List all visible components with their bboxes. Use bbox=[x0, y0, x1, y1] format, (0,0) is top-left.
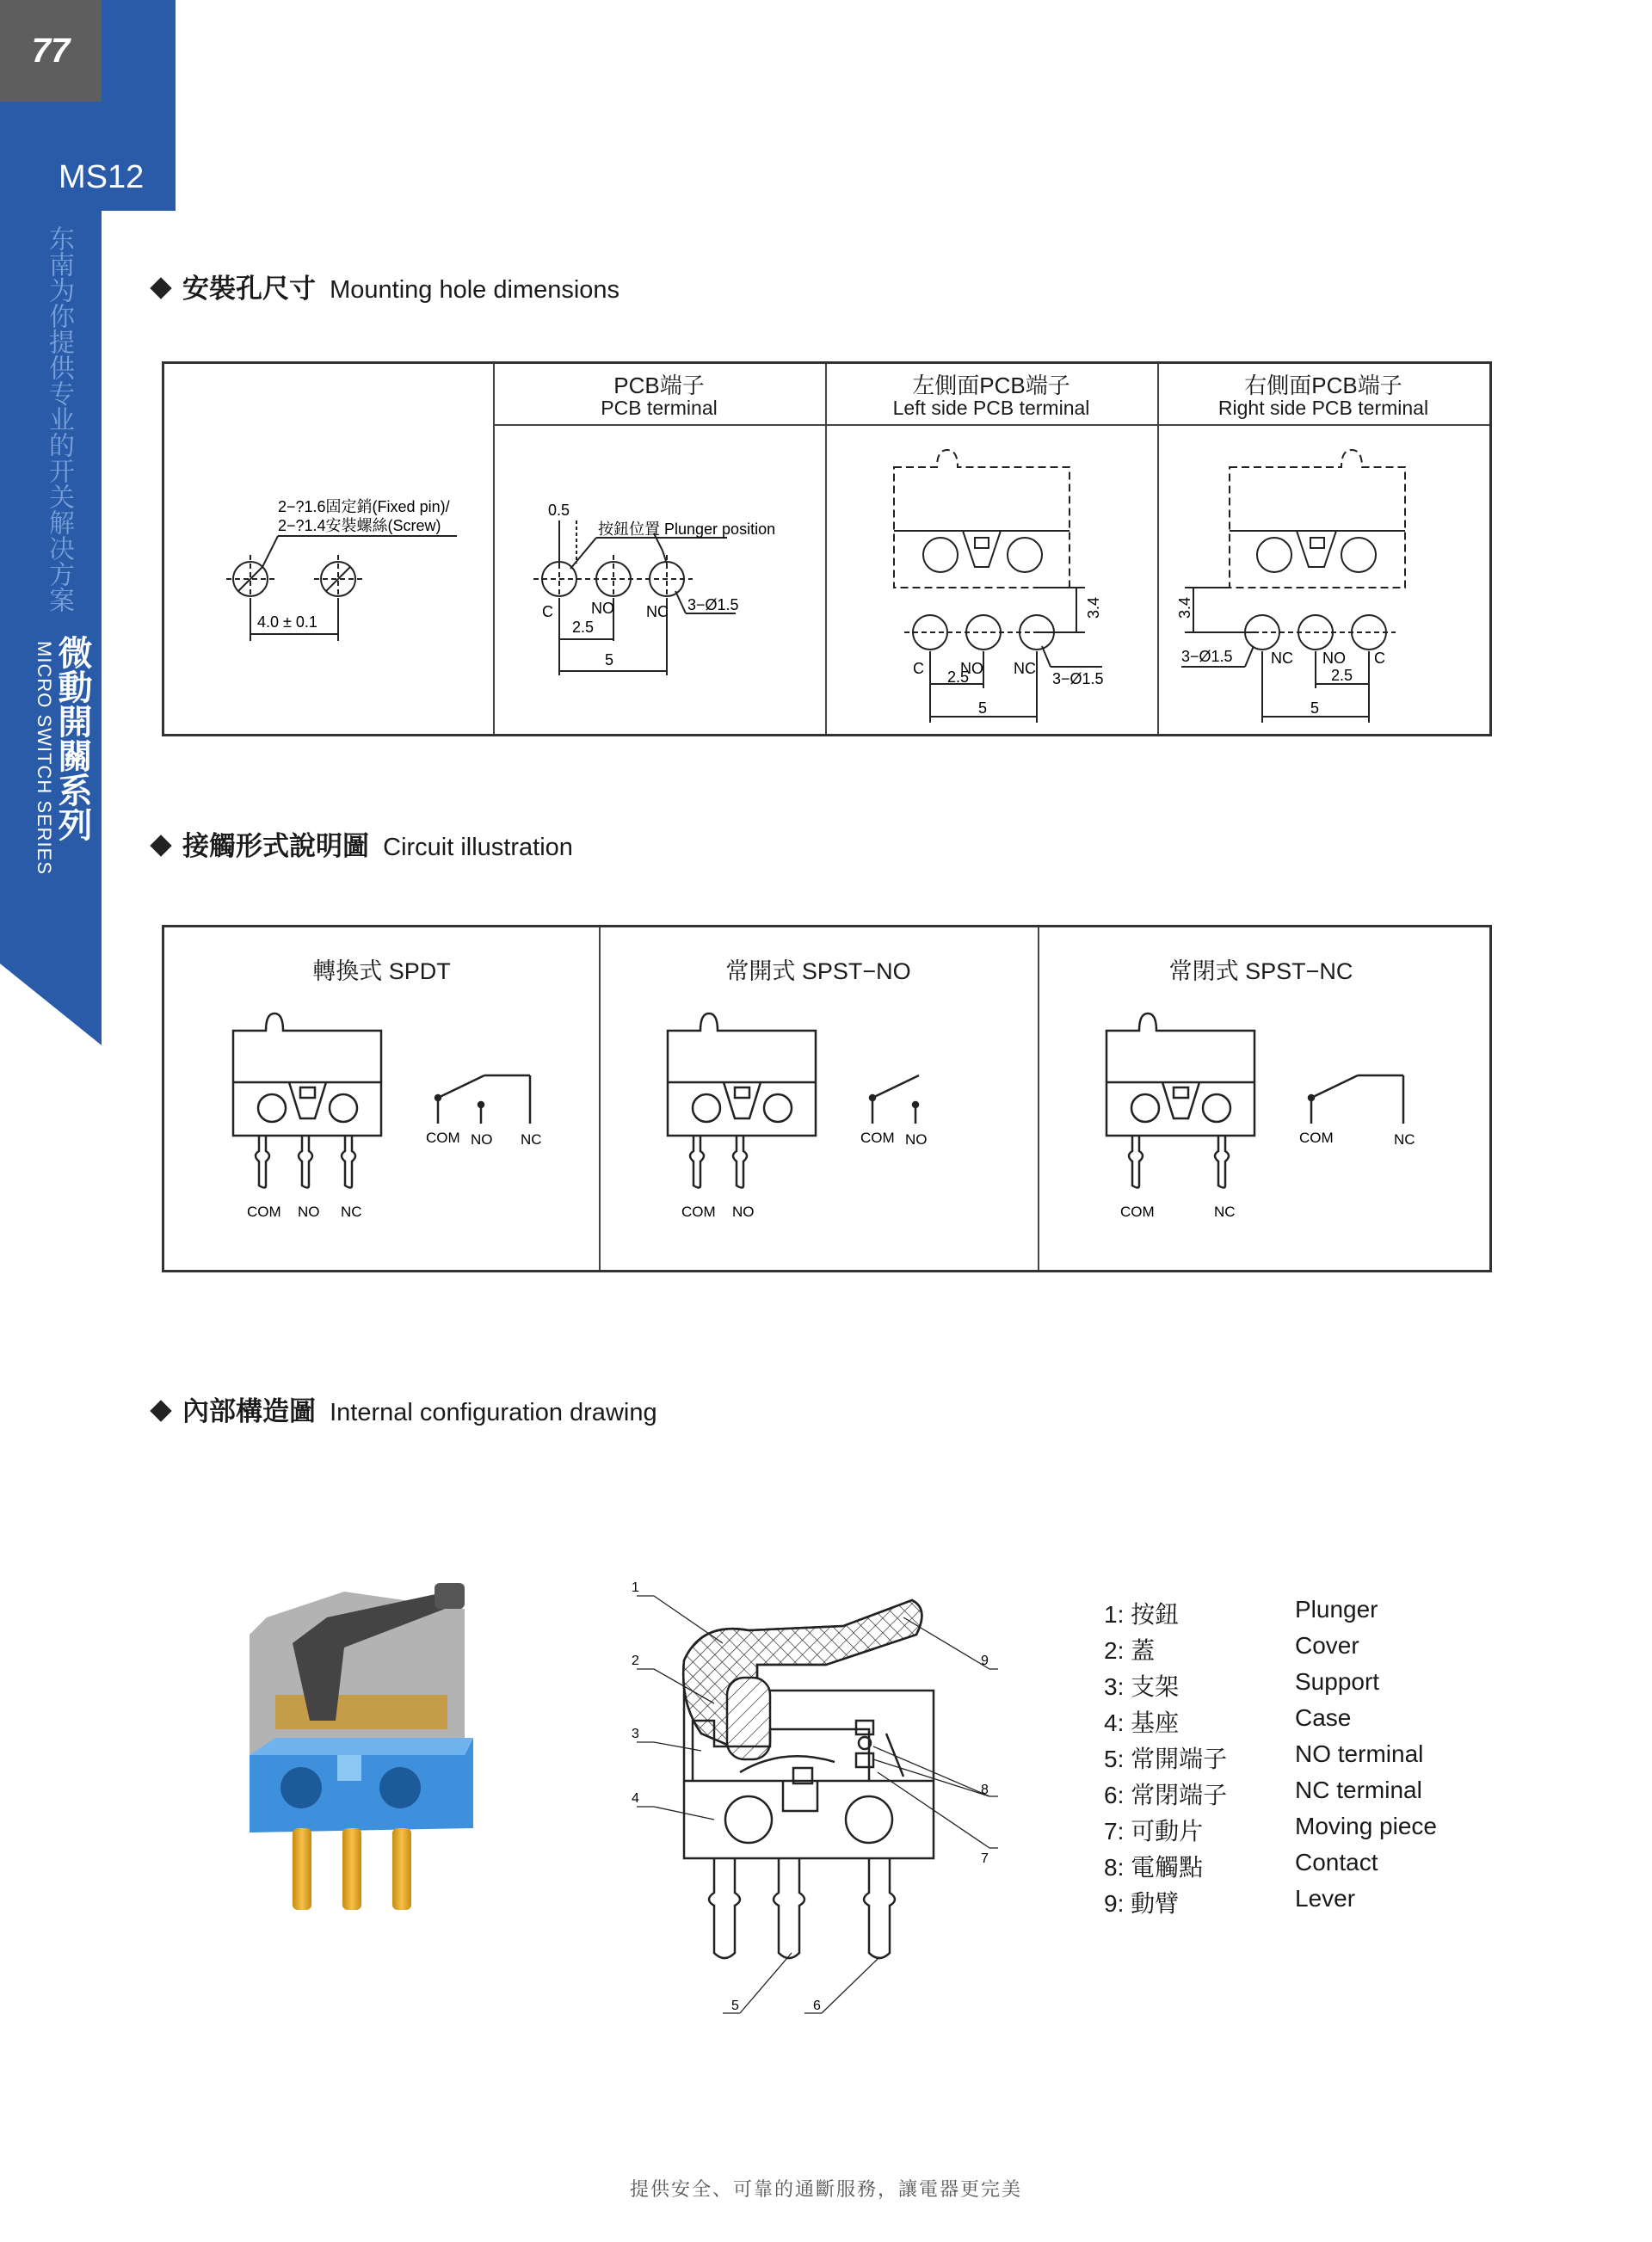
callout-1: 1 bbox=[632, 1580, 639, 1595]
legend-cn: 6: 常閉端子 bbox=[1104, 1782, 1228, 1808]
legend-en: Cover bbox=[1295, 1632, 1359, 1659]
callout-9: 9 bbox=[981, 1654, 989, 1668]
legend-en: NC terminal bbox=[1295, 1777, 1422, 1803]
header-cn: PCB端子 bbox=[613, 373, 705, 398]
callout-5: 5 bbox=[731, 1999, 739, 2013]
label-no: NO bbox=[960, 660, 983, 677]
section-title-cn: 內部構造圖 bbox=[182, 1396, 316, 1426]
series-en: MICRO SWITCH SERIES bbox=[34, 641, 55, 876]
legend-cn: 7: 可動片 bbox=[1104, 1818, 1204, 1845]
note-screw: 2−?1.4安裝螺絲(Screw) bbox=[278, 517, 441, 534]
dim-5: 5 bbox=[605, 651, 614, 668]
legend-row bbox=[1104, 1632, 1359, 1666]
legend-cn: 4: 基座 bbox=[1104, 1709, 1180, 1736]
pin-nc-label: NC bbox=[341, 1204, 362, 1220]
dim-holes: 3−Ø1.5 bbox=[1052, 670, 1104, 687]
dim-2-5: 2.5 bbox=[947, 668, 970, 686]
legend-en: Case bbox=[1295, 1704, 1352, 1731]
header-right-pcb bbox=[1157, 374, 1489, 419]
section-title-cn: 接觸形式說明圖 bbox=[182, 831, 369, 861]
section-title-en: Circuit illustration bbox=[383, 834, 573, 861]
callout-7: 7 bbox=[981, 1851, 989, 1866]
dim-holes: 3−Ø1.5 bbox=[1181, 648, 1233, 665]
legend-cn: 1: 按鈕 bbox=[1104, 1601, 1180, 1628]
callout-3: 3 bbox=[632, 1727, 639, 1741]
note-fixed-pin: 2−?1.6固定銷(Fixed pin)/ bbox=[278, 498, 450, 515]
legend-cn: 2: 蓋 bbox=[1104, 1637, 1156, 1664]
section-title-en: Internal configuration drawing bbox=[330, 1399, 657, 1426]
dim-2-5: 2.5 bbox=[572, 619, 595, 636]
spdt-title: 轉換式 SPDT bbox=[312, 958, 451, 984]
header-cn: 左側面PCB端子 bbox=[912, 373, 1070, 398]
callout-8: 8 bbox=[981, 1783, 989, 1797]
legend-cn: 5: 常開端子 bbox=[1104, 1746, 1228, 1772]
header-en: PCB terminal bbox=[601, 397, 718, 419]
fixed-pin-drawing bbox=[164, 364, 493, 729]
label-c: C bbox=[913, 660, 924, 677]
callout-4: 4 bbox=[632, 1791, 639, 1806]
header-left-pcb bbox=[825, 374, 1157, 419]
header-cn: 右側面PCB端子 bbox=[1244, 373, 1402, 398]
legend-en: Moving piece bbox=[1295, 1813, 1437, 1839]
label-c: C bbox=[542, 603, 553, 620]
legend-en: Contact bbox=[1295, 1849, 1378, 1876]
section-title-cn: 安裝孔尺寸 bbox=[182, 274, 316, 304]
model-name: MS12 bbox=[59, 159, 145, 195]
diamond-icon bbox=[150, 1401, 171, 1422]
legend-en: NO terminal bbox=[1295, 1740, 1424, 1767]
label-no: NO bbox=[1322, 650, 1346, 667]
sidebar-cut bbox=[0, 964, 102, 1045]
switch-3d-illustration bbox=[241, 1566, 499, 1927]
diamond-icon bbox=[150, 835, 171, 857]
dim-3-4: 3.4 bbox=[1176, 596, 1193, 619]
com-label: COM bbox=[426, 1130, 460, 1146]
legend-cn: 3: 支架 bbox=[1104, 1673, 1180, 1700]
pin-com-label: COM bbox=[1120, 1204, 1155, 1220]
callout-6: 6 bbox=[813, 1999, 821, 2013]
dim-2-5: 2.5 bbox=[1331, 667, 1353, 684]
section-title-circuit bbox=[153, 824, 573, 863]
footer-slogan: 提供安全、可靠的通斷服務，讓電器更完美 bbox=[629, 2178, 1022, 2200]
circuit-table bbox=[162, 925, 1492, 1272]
pin-nc-label: NC bbox=[1214, 1204, 1236, 1220]
dim-holes: 3−Ø1.5 bbox=[687, 596, 739, 613]
plunger-position: 按鈕位置 Plunger position bbox=[598, 520, 776, 538]
legend-row bbox=[1104, 1885, 1356, 1919]
nc-label: NC bbox=[521, 1131, 542, 1148]
header-en: Right side PCB terminal bbox=[1217, 397, 1429, 419]
pin-com-label: COM bbox=[681, 1204, 716, 1220]
legend-cn: 9: 動臂 bbox=[1104, 1890, 1180, 1917]
callout-2: 2 bbox=[632, 1654, 639, 1668]
dim-5: 5 bbox=[1310, 699, 1320, 717]
pcb-terminal-drawing bbox=[495, 426, 825, 729]
com-label: COM bbox=[860, 1130, 895, 1146]
section-title-mounting bbox=[153, 267, 620, 305]
legend-row bbox=[1104, 1596, 1378, 1630]
label-nc: NC bbox=[646, 603, 669, 620]
series-cn: 微動開關系列 bbox=[53, 635, 91, 841]
legend-row bbox=[1104, 1813, 1437, 1847]
slogan-vertical: 东南为你提供专业的开关解决方案 bbox=[45, 225, 73, 613]
page-number-text: 77 bbox=[31, 31, 71, 70]
spst-nc-drawing bbox=[1038, 927, 1484, 1265]
label-no: NO bbox=[591, 600, 614, 617]
page-number bbox=[0, 0, 102, 102]
spst-no-title: 常開式 SPST−NO bbox=[725, 958, 911, 984]
legend-en: Support bbox=[1295, 1668, 1380, 1695]
right-pcb-drawing bbox=[1159, 426, 1489, 729]
legend-en: Plunger bbox=[1295, 1596, 1378, 1623]
legend-row bbox=[1104, 1849, 1378, 1883]
label-nc: NC bbox=[1271, 650, 1293, 667]
dim-pitch: 4.0 ± 0.1 bbox=[257, 613, 317, 631]
nc-label: NC bbox=[1394, 1131, 1415, 1148]
spdt-drawing bbox=[164, 927, 599, 1265]
mounting-table bbox=[162, 361, 1492, 736]
legend-cn: 8: 電觸點 bbox=[1104, 1854, 1204, 1881]
legend-row bbox=[1104, 1777, 1422, 1811]
diamond-icon bbox=[150, 278, 171, 299]
pin-com-label: COM bbox=[247, 1204, 281, 1220]
dim-0-5: 0.5 bbox=[548, 502, 570, 519]
header-pcb bbox=[493, 374, 825, 419]
label-c: C bbox=[1374, 650, 1385, 667]
legend-row bbox=[1104, 1740, 1424, 1775]
left-pcb-drawing bbox=[827, 426, 1157, 729]
section-title-internal bbox=[153, 1389, 657, 1428]
dim-5: 5 bbox=[978, 699, 988, 717]
pin-no-label: NO bbox=[732, 1204, 755, 1220]
no-label: NO bbox=[471, 1131, 493, 1148]
legend-row bbox=[1104, 1704, 1352, 1739]
pin-no-label: NO bbox=[298, 1204, 320, 1220]
internal-section-drawing bbox=[620, 1574, 1007, 2022]
no-label: NO bbox=[905, 1131, 928, 1148]
legend-en: Lever bbox=[1295, 1885, 1356, 1912]
legend-row bbox=[1104, 1668, 1380, 1703]
section-title-en: Mounting hole dimensions bbox=[330, 276, 620, 304]
label-nc: NC bbox=[1014, 660, 1036, 677]
spst-nc-title: 常閉式 SPST−NC bbox=[1168, 958, 1353, 984]
header-en: Left side PCB terminal bbox=[892, 397, 1090, 419]
dim-3-4: 3.4 bbox=[1085, 596, 1102, 619]
spst-no-drawing bbox=[599, 927, 1038, 1265]
com-label: COM bbox=[1299, 1130, 1334, 1146]
